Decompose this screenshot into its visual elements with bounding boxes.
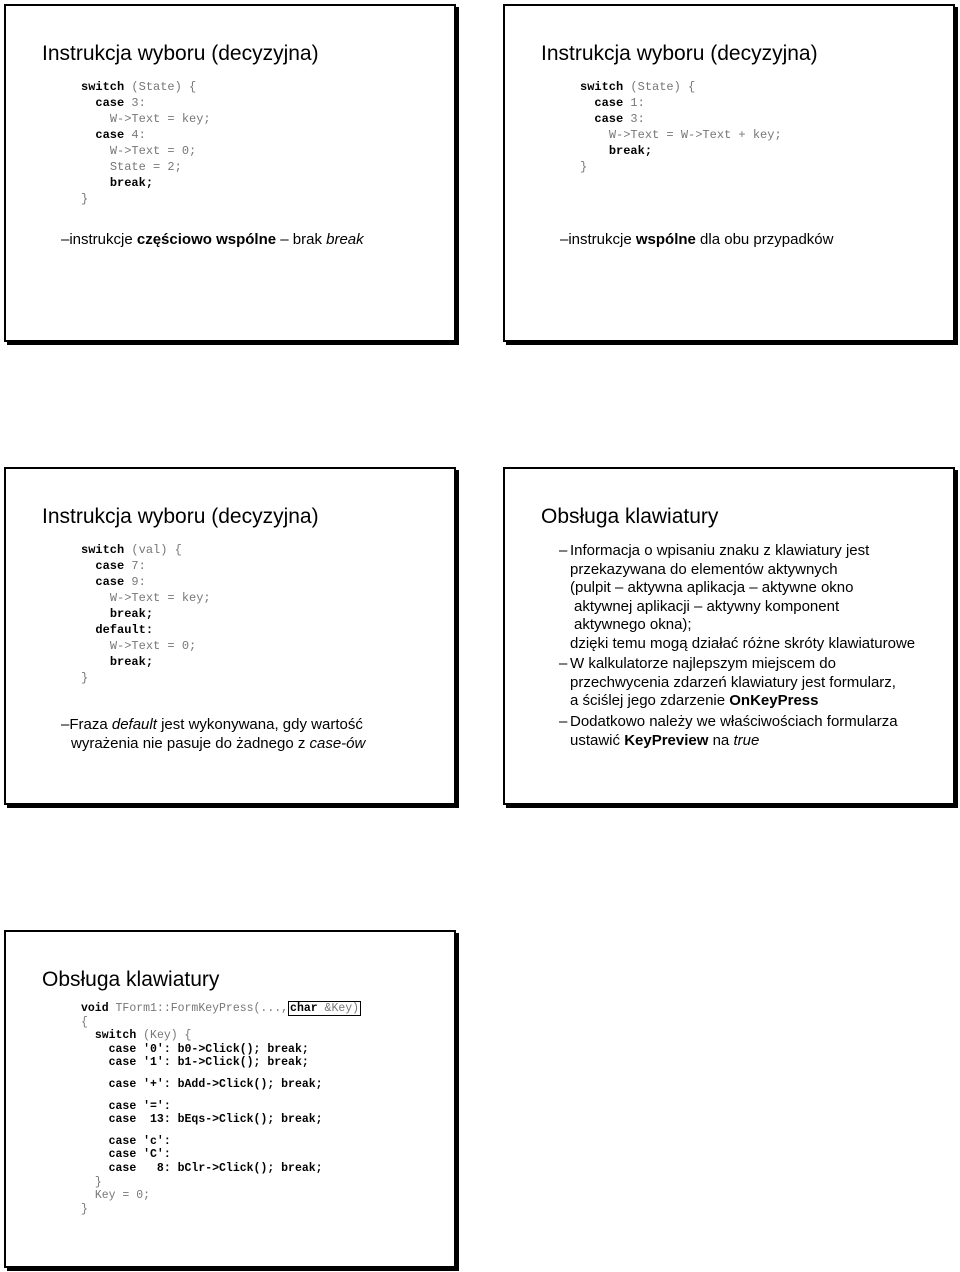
code-text: 'c': bbox=[136, 1134, 171, 1148]
code-text: W->Text = 0; bbox=[109, 144, 197, 158]
code-keyword: switch bbox=[81, 80, 125, 94]
code-keyword: case bbox=[108, 1056, 137, 1070]
code-keyword: case bbox=[594, 112, 624, 126]
bullet-bold: OnKeyPress bbox=[729, 692, 819, 709]
code-text: 9: bbox=[124, 575, 146, 589]
slide-title: Instrukcja wyboru (decyzyjna) bbox=[42, 42, 319, 65]
code-text: Key = 0; bbox=[94, 1189, 151, 1203]
code-keyword: break; bbox=[281, 1161, 323, 1175]
code-keyword: break; bbox=[608, 144, 653, 158]
bullet-text bbox=[570, 655, 896, 711]
note-italic: default bbox=[111, 716, 157, 733]
code-text: '1': b1->Click(); bbox=[136, 1056, 268, 1070]
code-keyword: void bbox=[81, 1002, 109, 1015]
code-keyword: case bbox=[594, 96, 624, 110]
bullet-text bbox=[570, 542, 915, 653]
slide-note bbox=[61, 230, 364, 249]
bullet-line: Dodatkowo należy we właściwościach formularza bbox=[570, 713, 898, 730]
code-text: W->Text = key; bbox=[109, 112, 211, 126]
bullet-text-part: ustawić bbox=[570, 731, 625, 749]
code-text: } bbox=[94, 1175, 102, 1189]
code-text: 4: bbox=[124, 128, 146, 142]
code-text: TForm1::FormKeyPress(..., bbox=[108, 1002, 289, 1015]
code-keyword: switch bbox=[94, 1029, 137, 1043]
bullet-line: W kalkulatorze najlepszym miejscem do bbox=[570, 655, 836, 672]
code-text: '0': b0->Click(); bbox=[136, 1042, 268, 1056]
slide-title: Instrukcja wyboru (decyzyjna) bbox=[42, 505, 319, 528]
code-text: W->Text = 0; bbox=[109, 639, 197, 653]
code-keyword: case bbox=[95, 128, 125, 142]
code-text: (Key) { bbox=[136, 1029, 192, 1043]
note-text: –instrukcje bbox=[560, 231, 636, 248]
code-block bbox=[81, 1002, 361, 1216]
slide-2 bbox=[503, 4, 955, 342]
bullet-dash: – bbox=[559, 713, 568, 730]
bullet-line: przekazywana do elementów aktywnych bbox=[570, 560, 838, 578]
bullet-line: (pulpit – aktywna aplikacja – aktywne okno bbox=[570, 579, 854, 596]
slide-5 bbox=[4, 930, 456, 1268]
code-block bbox=[81, 79, 211, 207]
code-keyword: case bbox=[95, 96, 125, 110]
bullet-dash: – bbox=[559, 542, 568, 559]
code-text: 3: bbox=[124, 96, 146, 110]
bullet-line bbox=[570, 692, 896, 711]
bullet-text-part: a ściślej jego zdarzenie bbox=[570, 692, 730, 709]
slide-1 bbox=[4, 4, 456, 342]
bullet-line: aktywnej aplikacji – aktywny komponent bbox=[574, 597, 840, 615]
bullet-line bbox=[570, 732, 898, 751]
code-keyword: char bbox=[290, 1002, 318, 1015]
code-text: 1: bbox=[623, 96, 645, 110]
note-text: jest wykonywana, gdy wartość bbox=[156, 716, 363, 733]
note-text: – brak bbox=[276, 231, 327, 248]
slide-title: Instrukcja wyboru (decyzyjna) bbox=[541, 42, 818, 65]
code-keyword: break; bbox=[281, 1077, 323, 1091]
bullet-line: dzięki temu mogą działać różne skróty klawiaturowe bbox=[570, 634, 916, 652]
code-keyword: case bbox=[108, 1113, 137, 1127]
bullet-text bbox=[570, 713, 898, 750]
slide-note bbox=[61, 715, 363, 734]
note-italic: break bbox=[326, 231, 364, 248]
code-text: 'C': bbox=[136, 1148, 171, 1162]
code-keyword: break; bbox=[109, 176, 154, 190]
code-text: W->Text = key; bbox=[109, 591, 211, 605]
slide-title: Obsługa klawiatury bbox=[42, 968, 220, 991]
code-text: 3: bbox=[623, 112, 645, 126]
code-text: } bbox=[81, 671, 89, 685]
slide-title: Obsługa klawiatury bbox=[541, 505, 719, 528]
code-block bbox=[580, 79, 782, 175]
code-keyword: case bbox=[95, 575, 125, 589]
bullet-line: aktywnego okna); bbox=[574, 616, 692, 633]
code-keyword: break; bbox=[267, 1042, 309, 1056]
code-keyword: break; bbox=[109, 607, 154, 621]
note-italic: case-ów bbox=[309, 735, 366, 752]
code-text: State = 2; bbox=[109, 160, 182, 174]
code-text: } bbox=[580, 160, 588, 174]
code-keyword: case bbox=[108, 1134, 137, 1148]
slide-4 bbox=[503, 467, 955, 805]
code-text: '+': bAdd->Click(); bbox=[136, 1077, 282, 1091]
code-keyword: default: bbox=[95, 623, 154, 637]
code-text: W->Text = W->Text + key; bbox=[608, 128, 782, 142]
note-text: wyrażenia nie pasuje do żadnego z bbox=[71, 735, 310, 752]
bullet-line: przechwycenia zdarzeń klawiatury jest formularz, bbox=[570, 673, 896, 691]
code-text: 8: bClr->Click(); bbox=[136, 1161, 282, 1175]
code-text: &Key) bbox=[317, 1002, 360, 1015]
code-text: (State) { bbox=[124, 80, 197, 94]
code-keyword: case bbox=[108, 1077, 137, 1091]
code-keyword: case bbox=[95, 559, 125, 573]
code-text: (val) { bbox=[124, 543, 182, 557]
code-keyword: break; bbox=[281, 1113, 323, 1127]
note-bold: częściowo wspólne bbox=[136, 231, 277, 248]
code-text: { bbox=[81, 1015, 88, 1029]
bullet-line: Informacja o wpisaniu znaku z klawiatury jest bbox=[570, 542, 870, 559]
code-block bbox=[81, 542, 211, 686]
param-highlight bbox=[288, 1001, 361, 1016]
code-keyword: break; bbox=[109, 655, 154, 669]
slide-note bbox=[560, 230, 833, 249]
code-text: 7: bbox=[124, 559, 146, 573]
slide-3 bbox=[4, 467, 456, 805]
note-bold: wspólne bbox=[635, 231, 696, 248]
bullet-dash: – bbox=[559, 655, 568, 672]
code-keyword: case bbox=[108, 1042, 137, 1056]
code-keyword: break; bbox=[267, 1056, 309, 1070]
code-keyword: case bbox=[108, 1161, 137, 1175]
bullet-bold: KeyPreview bbox=[624, 731, 709, 749]
code-keyword: case bbox=[108, 1099, 137, 1113]
code-keyword: switch bbox=[81, 543, 125, 557]
code-text: } bbox=[81, 192, 89, 206]
bullet-italic: true bbox=[733, 731, 760, 749]
code-text: '=': bbox=[136, 1099, 171, 1113]
bullet-text-part: na bbox=[708, 731, 734, 749]
code-keyword: switch bbox=[580, 80, 624, 94]
note-text: –Fraza bbox=[61, 716, 112, 733]
code-text: (State) { bbox=[623, 80, 696, 94]
code-text: } bbox=[81, 1202, 88, 1216]
code-keyword: case bbox=[108, 1148, 137, 1162]
slide-note-line-2 bbox=[71, 734, 365, 753]
note-text: dla obu przypadków bbox=[695, 231, 834, 248]
code-text: 13: bEqs->Click(); bbox=[136, 1113, 282, 1127]
note-text: –instrukcje bbox=[61, 231, 137, 248]
